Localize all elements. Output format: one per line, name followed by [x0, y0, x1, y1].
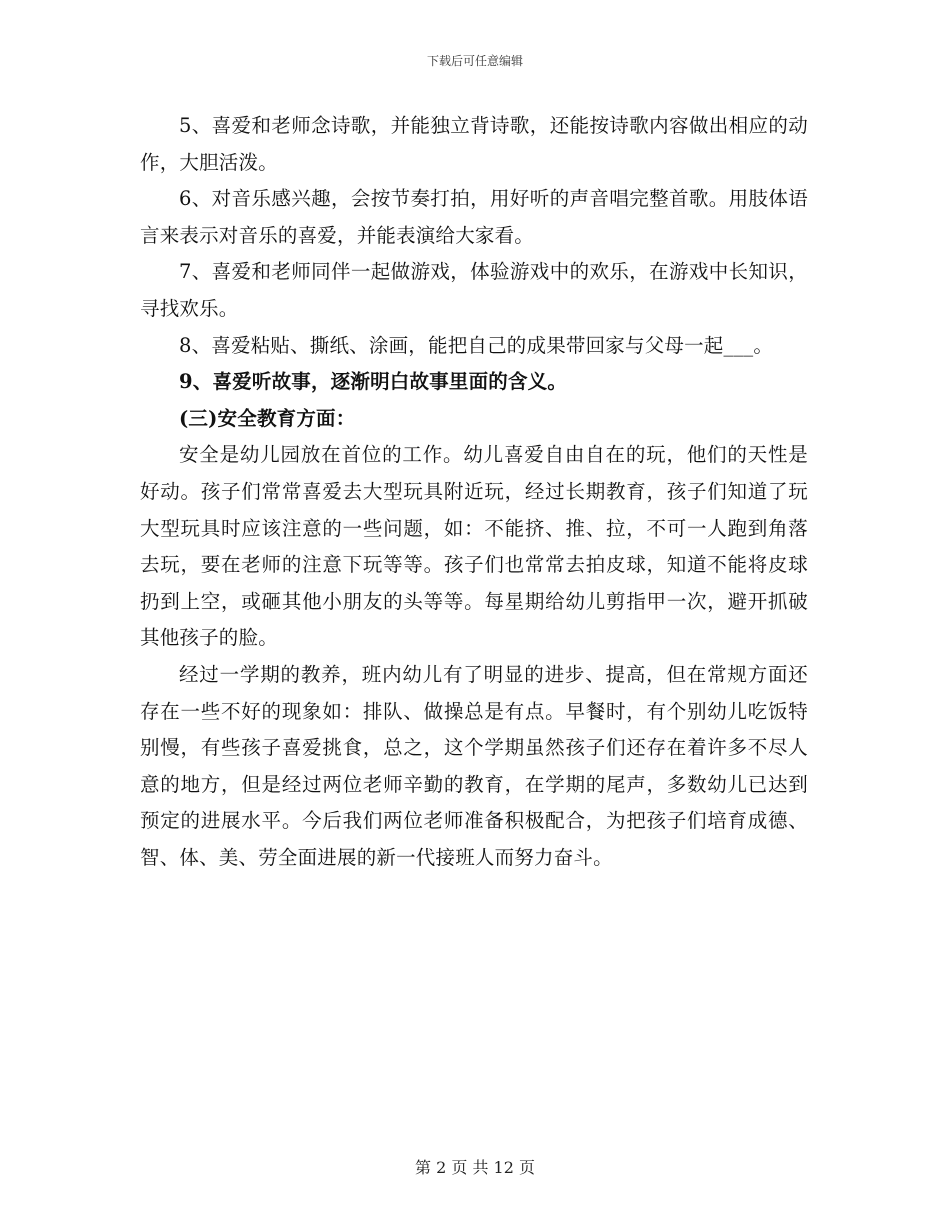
section-heading-safety: (三)安全教育方面：: [179, 406, 356, 430]
page-footer: 第 2 页 共 12 页: [415, 1158, 535, 1177]
document-body: [140, 108, 808, 876]
page-header: 下载后可任意编辑: [426, 54, 523, 68]
paragraph-item-7: 7、喜爱和老师同伴一起做游戏，体验游戏中的欢乐，在游戏中长知识，寻找欢乐。: [140, 260, 808, 320]
paragraph-safety: 安全是幼儿园放在首位的工作。幼儿喜爱自由自在的玩，他们的天性是好动。孩子们常常喜爱去大型玩具附近玩，经过长期教育，孩子们知道了玩大型玩具时应该注意的一些问题，如：不能挤、推、拉，不可一人跑到角落去玩，要在老师的注意下玩等等。孩子们也常常去拍皮球，知道不能将皮球扔到上空，或砸其他小朋友的头等等。每星期给幼儿剪指甲一次，避开抓破其他孩子的脸。: [140, 443, 808, 650]
paragraph-item-9: 9、喜爱听故事，逐渐明白故事里面的含义。: [179, 370, 568, 394]
paragraph-item-6: 6、对音乐感兴趣，会按节奏打拍，用好听的声音唱完整首歌。用肢体语言来表示对音乐的喜爱，并能表演给大家看。: [140, 187, 808, 247]
paragraph-item-5: 5、喜爱和老师念诗歌，并能独立背诗歌，还能按诗歌内容做出相应的动作，大胆活泼。: [140, 114, 808, 174]
paragraph-summary: 经过一学期的教养，班内幼儿有了明显的进步、提高，但在常规方面还存在一些不好的现象如：排队、做操总是有点。早餐时，有个别幼儿吃饭特别慢，有些孩子喜爱挑食，总之，这个学期虽然孩子们还存在着许多不尽人意的地方，但是经过两位老师辛勤的教育，在学期的尾声，多数幼儿已达到预定的进展水平。今后我们两位老师准备积极配合，为把孩子们培育成德、智、体、美、劳全面进展的新一代接班人而努力奋斗。: [140, 662, 808, 869]
paragraph-item-8: 8、喜爱粘贴、撕纸、涂画，能把自己的成果带回家与父母一起___。: [179, 333, 774, 357]
